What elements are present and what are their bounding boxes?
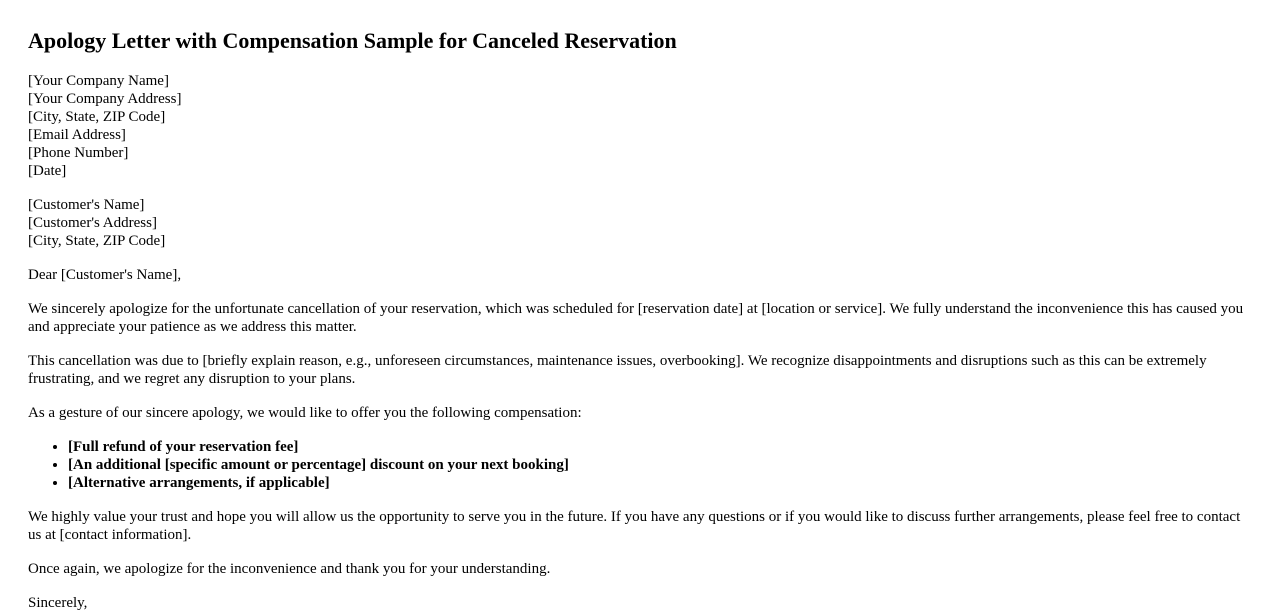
closing-apology-paragraph: Once again, we apologize for the inconvenience and thank you for your understanding.	[28, 561, 551, 577]
trust-paragraph: We highly value your trust and hope you will allow us the opportunity to serve you in the future. If you have any questions or if you would like to discuss further arrangements, please feel free to contact us at [contact information].	[28, 509, 1241, 543]
sender-company-name: [Your Company Name]	[28, 73, 169, 89]
recipient-city-state-zip: [City, State, ZIP Code]	[28, 233, 166, 249]
sender-phone: [Phone Number]	[28, 145, 129, 161]
recipient-address: [Customer's Address]	[28, 215, 157, 231]
recipient-address-block	[28, 196, 1250, 250]
compensation-intro-paragraph: As a gesture of our sincere apology, we would like to offer you the following compensation:	[28, 405, 582, 421]
sender-address-block	[28, 72, 1250, 180]
compensation-list	[28, 438, 1250, 492]
letter-date: [Date]	[28, 163, 67, 179]
recipient-name: [Customer's Name]	[28, 197, 145, 213]
reason-paragraph: This cancellation was due to [briefly explain reason, e.g., unforeseen circumstances, maintenance issues, overbooking]. We recognize disappointments and disruptions such as this can be extremely frustrating, and we regret any disruption to your plans.	[28, 353, 1207, 387]
sender-city-state-zip: [City, State, ZIP Code]	[28, 109, 166, 125]
compensation-item: • [Alternative arrangements, if applicable]	[68, 474, 1250, 492]
sender-email: [Email Address]	[28, 127, 126, 143]
signoff: Sincerely,	[28, 595, 88, 611]
compensation-item: • [Full refund of your reservation fee]	[68, 438, 1250, 456]
page-title: Apology Letter with Compensation Sample for Canceled Reservation	[28, 28, 677, 53]
apology-paragraph: We sincerely apologize for the unfortunate cancellation of your reservation, which was scheduled for [reservation date] at [location or service]. We fully understand the inconvenience this has caused you and appreciate your patience as we address this matter.	[28, 301, 1244, 335]
salutation: Dear [Customer's Name],	[28, 267, 182, 283]
sender-company-address: [Your Company Address]	[28, 91, 182, 107]
compensation-item: • [An additional [specific amount or percentage] discount on your next booking]	[68, 456, 1250, 474]
